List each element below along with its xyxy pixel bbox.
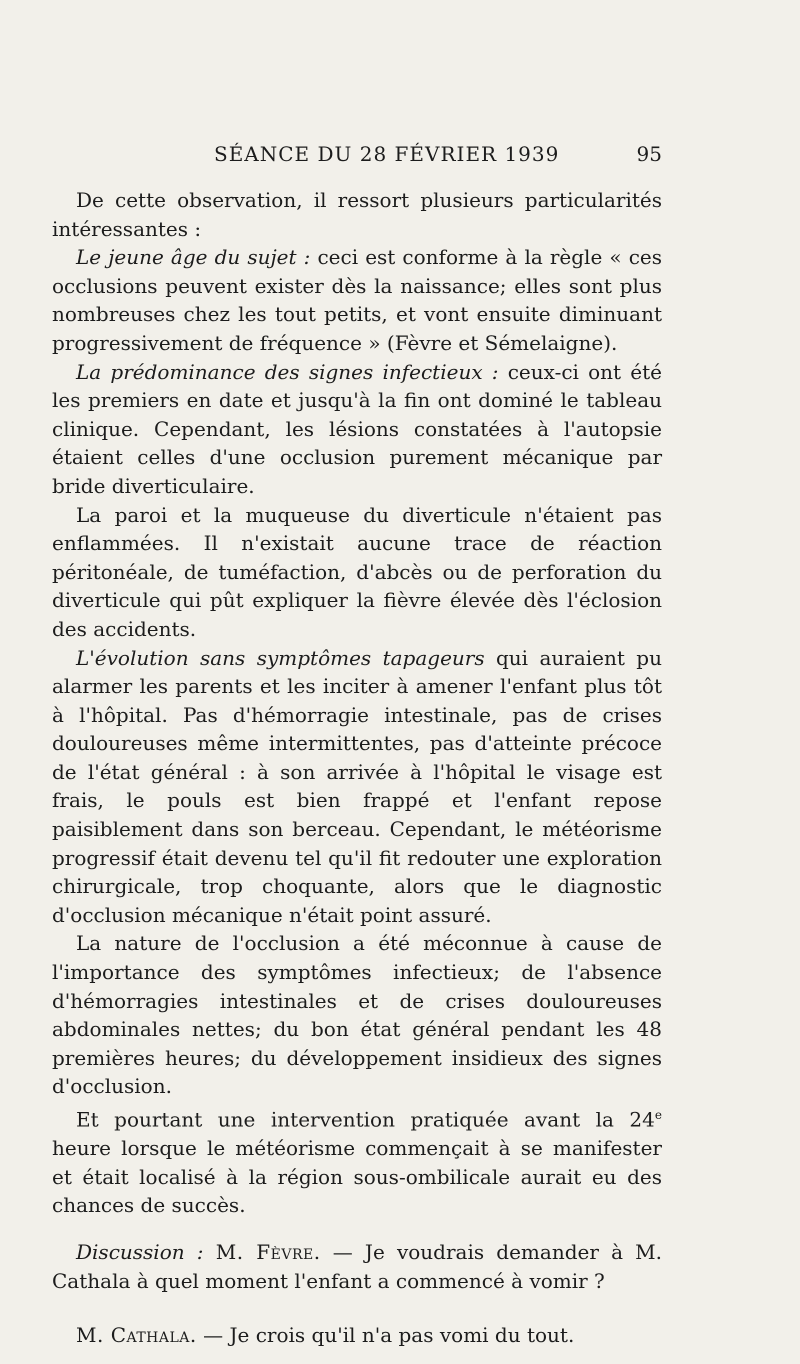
paragraph-5-text: qui auraient pu alarmer les parents et les inciter à amener l'enfant plus tôt à l'hôpital. Pas d'hémorragie intestinale, pas de crises douloureuses même intermittentes, pas d'atteinte précoce de l'état général : à son arrivée à l'hôpital le visage est frais, le pouls est bien frappé et l'enfant repose paisiblement dans son berceau. Cependant, le météorisme progressif était devenu tel qu'il fit redouter une exploration chirurgicale, trop choquante, alors que le diagnostic d'occlusion mécanique n'était point assuré. xyxy=(52,645,662,927)
paragraph-3-text: ceux-ci ont été les premiers en date et jusqu'à la fin ont dominé le tableau clinique. Cependant, les lésions constatées à l'autopsie étaient celles d'une occlusion purement mécanique par bride diverticulaire. xyxy=(52,359,662,498)
paragraph-5 xyxy=(52,644,662,930)
running-head xyxy=(0,142,800,172)
discussion-reply: — Je crois qu'il n'a pas vomi du tout. xyxy=(196,1323,575,1348)
superscript: e xyxy=(654,1108,662,1122)
paragraph-6 xyxy=(52,929,662,1101)
discussion-label: Discussion : xyxy=(76,1240,204,1265)
paragraph-2 xyxy=(52,243,662,357)
body-text xyxy=(52,186,662,1350)
reply-paragraph xyxy=(52,1321,662,1350)
paragraph-1 xyxy=(52,186,662,243)
paragraph-2-heading: Le jeune âge du sujet : xyxy=(76,245,311,270)
paragraph-7-text-b: heure lorsque le météorisme commençait à se manifester et était localisé à la région sous-ombilicale aurait eu des chances de succès. xyxy=(52,1136,662,1218)
paragraph-6-text: La nature de l'occlusion a été méconnue à cause de l'importance des symptômes infectieux; de l'absence d'hémorragies intestinales et de crises douloureuses abdominales nettes; du bon état général pendant les 48 premières heures; du développement insidieux des signes d'occlusion. xyxy=(52,931,662,1099)
discussion-question: — Je voudrais demander à M. Cathala à quel moment l'enfant a commencé à vomir ? xyxy=(52,1240,663,1293)
paragraph-1-text: De cette observation, il ressort plusieurs particularités intéressantes : xyxy=(52,188,662,241)
paragraph-7-text-a: Et pourtant une intervention pratiquée avant la 24 xyxy=(76,1107,655,1132)
page-number: 95 xyxy=(636,142,662,166)
speaker-fevre: M. Fèvre. xyxy=(215,1240,321,1265)
running-head-title: SÉANCE DU 28 FÉVRIER 1939 xyxy=(214,142,560,166)
paragraph-3 xyxy=(52,358,662,501)
paragraph-4-text: La paroi et la muqueuse du diverticule n'étaient pas enflammées. Il n'existait aucune trace de réaction péritonéale, de tuméfaction, d'abcès ou de perforation du diverticule qui pût expliquer la fièvre élevée dès l'éclosion des accidents. xyxy=(52,502,662,641)
paragraph-7 xyxy=(52,1101,662,1220)
paragraph-2-text: ceci est conforme à la règle « ces occlusions peuvent exister dès la naissance; elles sont plus nombreuses chez les tout petits, et vont ensuite diminuant progressivement de fréquence » (Fèvre et Sémelaigne). xyxy=(52,245,662,355)
paragraph-5-heading: L'évolution sans symptômes tapageurs xyxy=(76,645,485,670)
discussion-paragraph xyxy=(52,1238,662,1295)
paragraph-4 xyxy=(52,501,662,644)
paragraph-3-heading: La prédominance des signes infectieux : xyxy=(76,359,499,384)
speaker-cathala: M. Cathala. xyxy=(76,1323,197,1348)
